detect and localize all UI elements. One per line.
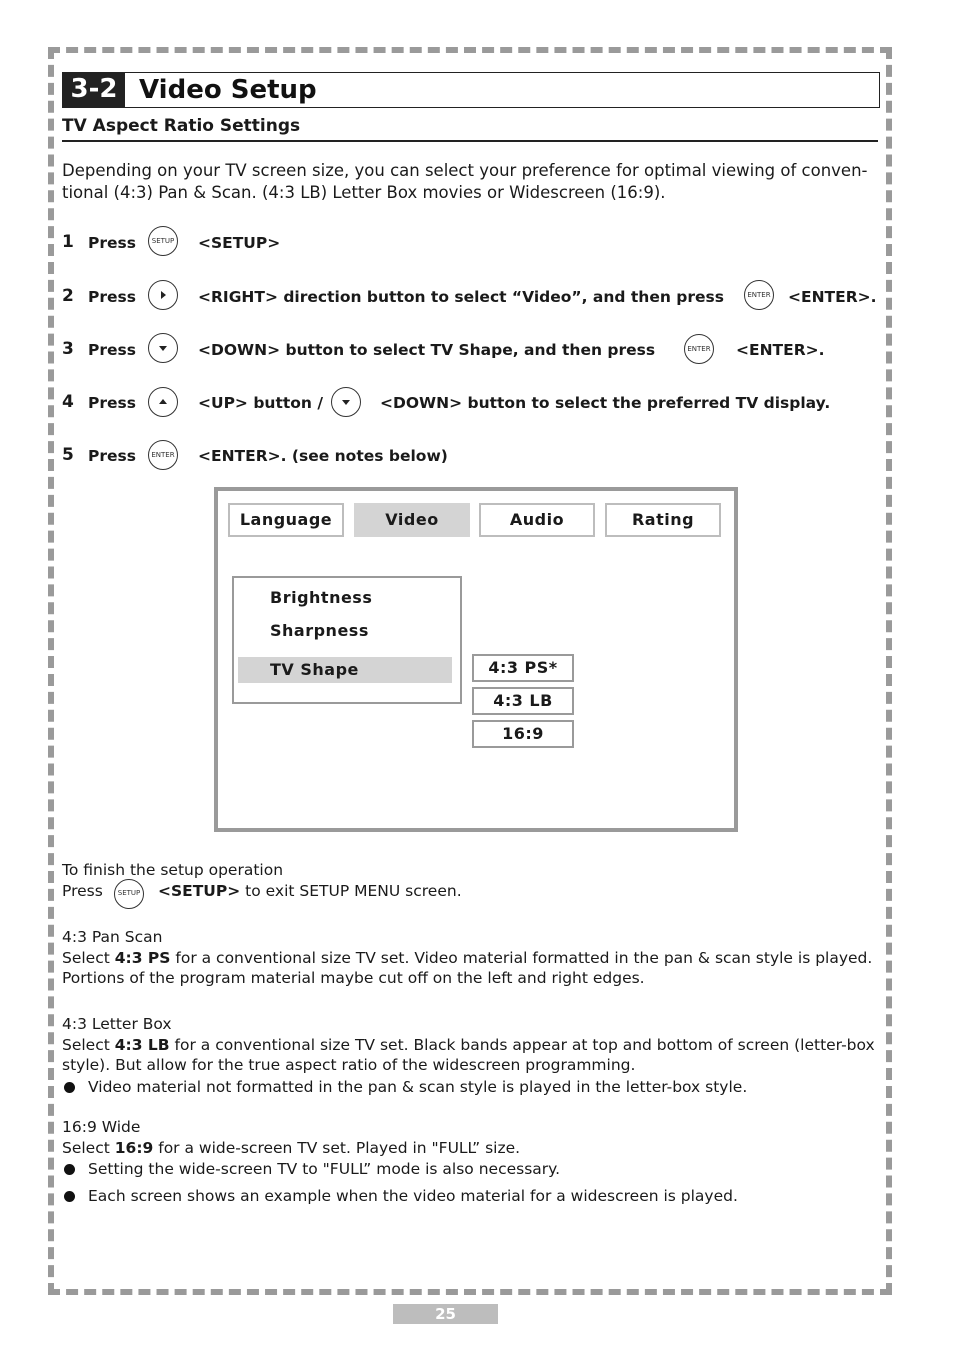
step-text-2: <ENTER>. — [788, 288, 877, 306]
menu-item-tv-shape: TV Shape — [238, 657, 452, 683]
subheading: TV Aspect Ratio Settings — [62, 116, 878, 142]
panscan-note — [62, 927, 882, 989]
bullet-icon — [64, 1191, 75, 1202]
section-header — [62, 72, 880, 108]
menu-item-brightness: Brightness — [270, 588, 373, 607]
tab-language: Language — [228, 503, 344, 537]
option-4-3-lb: 4:3 LB — [472, 687, 574, 715]
finish-press-label: Press — [62, 881, 103, 900]
step-text: <DOWN> button to select TV Shape, and then press — [198, 341, 656, 359]
setup-button-icon: SETUP — [148, 226, 178, 256]
letterbox-pre: Select — [62, 1035, 115, 1054]
wide-text: for a wide-screen TV set. Played in "FULL” size. — [153, 1138, 521, 1157]
down-arrow-button-icon — [331, 387, 361, 417]
enter-button-icon: ENTER — [744, 280, 774, 310]
step-text: <UP> button / — [198, 394, 324, 412]
step-number: 2 — [62, 286, 74, 306]
video-submenu — [232, 576, 462, 704]
enter-button-icon: ENTER — [148, 440, 178, 470]
step-press-label: Press — [88, 234, 136, 252]
tab-video: Video — [354, 503, 470, 537]
list-item: Setting the wide-screen TV to "FULL” mode is also necessary. — [62, 1159, 882, 1180]
step-press-label: Press — [88, 394, 136, 412]
step-text-2: <ENTER>. — [736, 341, 825, 359]
bullet-icon — [64, 1164, 75, 1175]
finish-note — [62, 860, 882, 905]
panscan-key: 4:3 PS — [114, 948, 171, 967]
list-item: Each screen shows an example when the video material for a widescreen is played. — [62, 1186, 882, 1207]
list-item: Video material not formatted in the pan & scan style is played in the letter-box style. — [62, 1077, 882, 1098]
letterbox-text: for a conventional size TV set. Black bands appear at top and bottom of screen (letter-box style). But allow for the true aspect ratio of the widescreen programming. — [62, 1035, 875, 1074]
panscan-heading: 4:3 Pan Scan — [62, 928, 163, 946]
step-number: 1 — [62, 232, 74, 252]
option-16-9: 16:9 — [472, 720, 574, 748]
step-number: 5 — [62, 445, 74, 465]
wide-key: 16:9 — [114, 1138, 154, 1157]
tab-audio: Audio — [479, 503, 595, 537]
wide-pre: Select — [62, 1138, 115, 1157]
setup-menu-illustration — [214, 487, 738, 832]
step-text: <RIGHT> direction button to select “Video”, and then press — [198, 288, 724, 306]
step-number: 3 — [62, 339, 74, 359]
step-press-label: Press — [88, 447, 136, 465]
step-press-label: Press — [88, 288, 136, 306]
panscan-text: for a conventional size TV set. Video material formatted in the pan & scan style is played. Portions of the program material maybe cut off on the left and right edges. — [62, 948, 873, 987]
step-press-label: Press — [88, 341, 136, 359]
step-2 — [62, 280, 882, 314]
step-1 — [62, 226, 362, 260]
page-number: 25 — [393, 1304, 498, 1324]
step-number: 4 — [62, 392, 74, 412]
setup-button-icon: SETUP — [114, 879, 144, 909]
section-title: Video Setup — [139, 75, 317, 105]
step-4 — [62, 386, 862, 420]
panscan-pre: Select — [62, 948, 115, 967]
intro-paragraph: Depending on your TV screen size, you can select your preference for optimal viewing of conven-tional (4:3) Pan & Scan. (4:3 LB) Letter Box movies or Widescreen (16:9). — [62, 161, 868, 202]
finish-key: <SETUP> — [158, 881, 241, 900]
enter-button-icon: ENTER — [684, 334, 714, 364]
letterbox-note — [62, 1014, 882, 1097]
wide-note — [62, 1117, 882, 1206]
down-arrow-button-icon — [148, 333, 178, 363]
finish-text: to exit SETUP MENU screen. — [240, 881, 462, 900]
tab-rating: Rating — [605, 503, 721, 537]
option-4-3-ps: 4:3 PS* — [472, 654, 574, 682]
step-3 — [62, 333, 842, 367]
bullet-icon — [64, 1082, 75, 1093]
finish-heading: To finish the setup operation — [62, 861, 284, 879]
step-text: <SETUP> — [198, 234, 281, 252]
step-5 — [62, 439, 562, 473]
step-text: <ENTER>. (see notes below) — [198, 447, 448, 465]
right-arrow-button-icon — [148, 280, 178, 310]
wide-heading: 16:9 Wide — [62, 1118, 141, 1136]
up-arrow-button-icon — [148, 387, 178, 417]
letterbox-key: 4:3 LB — [114, 1035, 170, 1054]
step-text-2: <DOWN> button to select the preferred TV display. — [380, 394, 831, 412]
letterbox-heading: 4:3 Letter Box — [62, 1015, 172, 1033]
section-number: 3-2 — [63, 73, 125, 107]
menu-item-sharpness: Sharpness — [270, 621, 369, 640]
